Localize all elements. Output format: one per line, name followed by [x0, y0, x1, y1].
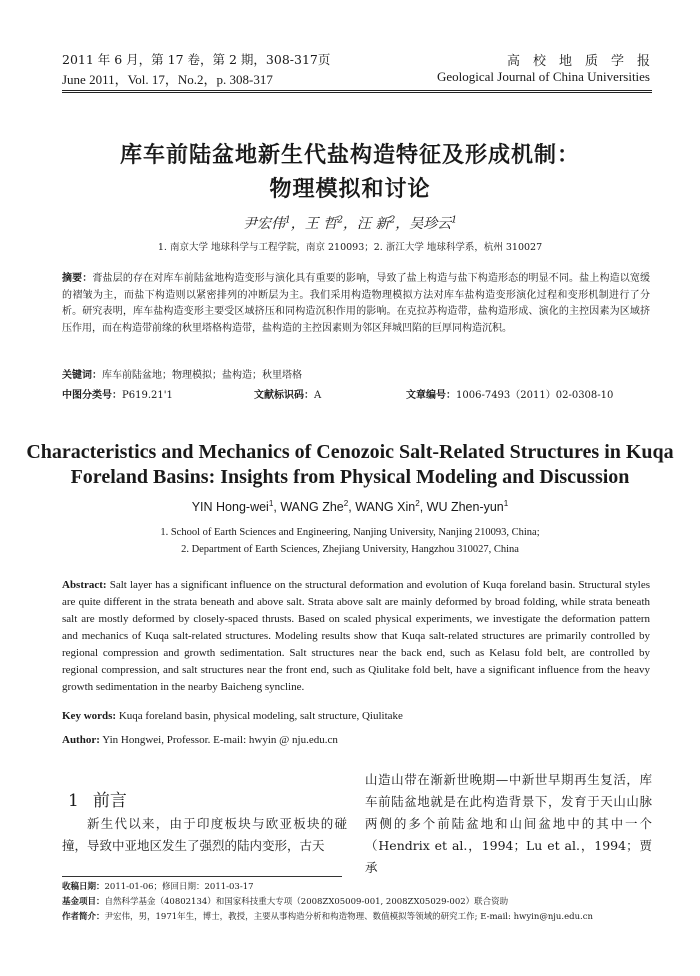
journal-name-en: Geological Journal of China Universities — [436, 69, 650, 84]
affiliations-cn: 1. 南京大学 地球科学与工程学院，南京 210093；2. 浙江大学 地球科学系，杭州 310027 — [157, 242, 543, 253]
abstract-en-label: Abstract: — [62, 579, 107, 591]
title-cn-line2: 物理模拟和讨论 — [269, 177, 431, 202]
abstract-en — [62, 577, 650, 696]
title-cn-line1: 库车前陆盆地新生代盐构造特征及形成机制： — [119, 143, 580, 168]
keywords-en: Key words: Kuqa foreland basin, physical modeling, salt structure, Qiulitake — [62, 710, 403, 722]
author-en: WANG Zhe$^2$ — [280, 498, 349, 514]
footnote-rule — [62, 876, 342, 877]
author-en: WU Zhen-yun$^1$ — [426, 498, 509, 514]
affiliation-en-2: 2. Department of Earth Sciences, Zhejiang University, Hangzhou 310027, China — [181, 544, 519, 555]
body-right-column: 山造山带在渐新世晚期—中新世早期再生复活，库车前陆盆地就是在此构造背景下，发育于天山山脉两侧的多个前陆盆地和山间盆地中的其中一个（Hendrix et al.，1994；Lu et al.，1994；贾承 — [365, 772, 652, 875]
keywords-cn: 关键词：库车前陆盆地；物理模拟；盐构造；秋里塔格 — [62, 370, 302, 381]
footnote-funding: 基金项目：自然科学基金（40802134）和国家科技重大专项（2008ZX05009-001, 2008ZX05029-002）联合资助 — [62, 897, 509, 907]
author-info-en: Author: Yin Hongwei, Professor. E-mail: hwyin @ nju.edu.cn — [62, 734, 338, 746]
title-en-line2: Foreland Basins: Insights from Physical Modeling and Discussion — [70, 466, 630, 488]
abstract-cn-text: 膏盐层的存在对库车前陆盆地构造变形与演化具有重要的影响，导致了盐上构造与盐下构造形态的明显不同。盐上构造以宽缓的褶皱为主，而盐下构造则以紧密排列的冲断层为主。我们采用构造物理模拟方法对库车盐构造变形演化过程和变形机制进行了分析。研究表明，库车盐构造变形主要受区域挤压和同构造沉积作用的影响。在克拉苏构造带，盐构造形成、演化的主控因素为区域挤压作用，而在构造带前缘的秋里塔格构造带，盐构造的主控因素则为邻区拜城凹陷的巨厚同构造沉积。 — [62, 273, 650, 334]
abstract-cn — [62, 271, 650, 337]
title-en-line1: Characteristics and Mechanics of Cenozoic Salt-Related Structures in Kuqa — [26, 441, 674, 463]
abstract-cn-label: 摘要： — [62, 273, 93, 284]
clc-number: 中图分类号：P619.21'1 — [62, 390, 173, 401]
author-cn: 汪 新$^2$ — [357, 215, 396, 232]
author-en: WANG Xin$^2$ — [355, 498, 420, 514]
body-left-column: 新生代以来，由于印度板块与欧亚板块的碰撞，导致中亚地区发生了强烈的陆内变形，古天 — [62, 816, 347, 853]
authors-cn: 尹宏伟$^1$，王 哲$^2$，汪 新$^2$，吴珍云$^1$ — [242, 215, 458, 232]
author-cn: 吴珍云$^1$ — [409, 215, 458, 232]
footnote-author-bio: 作者简介：尹宏伟，男，1971年生，博士，教授，主要从事构造分析和构造物理、数值模拟等领域的研究工作; E-mail: hwyin@nju.edu.cn — [62, 912, 593, 922]
footnote-dates: 收稿日期：2011-01-06；修回日期：2011-03-17 — [62, 882, 254, 892]
header-rule — [62, 90, 652, 93]
abstract-en-text: Salt layer has a significant influence on the structural deformation and evolution of Kuqa foreland basin. Structural styles are quite different in the strata beneath and above salt. Strata above salt are mainly deformed by broad folding, while strata beneath salt are mostly deformed by closely-spaced thrusts. Based on scaled physical experiments, we investigate the deformation pattern and mechanics of Kuqa salt-related structures. Modeling results show that Kuqa salt-related structures are primarily controlled by regional compression and growth sedimentation. Salt structures near the back end, such as Kelasu fold belt, are controlled by regional compression, and salt structures near the front end, such as Qiulitake fold belt, have a significant influence from the heavy growth sedimentation in the nearby Baicheng syncline. — [62, 579, 650, 693]
authors-en: YIN Hong-wei$^1$, WANG Zhe$^2$, WANG Xin$^2$, WU Zhen-yun$^1$ — [191, 498, 509, 514]
journal-name-cn: 高 校 地 质 学 报 — [506, 54, 650, 69]
author-en: YIN Hong-wei$^1$ — [191, 498, 274, 514]
author-cn: 尹宏伟$^1$ — [242, 215, 291, 232]
document-code: 文献标识码：A — [254, 390, 322, 401]
article-number: 文章编号：1006-7493（2011）02-0308-10 — [406, 390, 614, 401]
affiliation-en-1: 1. School of Earth Sciences and Engineering, Nanjing University, Nanjing 210093, China; — [160, 527, 540, 538]
citation-en: June 2011，Vol. 17，No.2，p. 308-317 — [62, 72, 273, 87]
citation-cn: 2011 年 6 月，第 17 卷，第 2 期，308-317页 — [62, 52, 331, 67]
section-heading: 1 前言 — [68, 791, 127, 811]
author-cn: 王 哲$^2$ — [304, 215, 343, 232]
